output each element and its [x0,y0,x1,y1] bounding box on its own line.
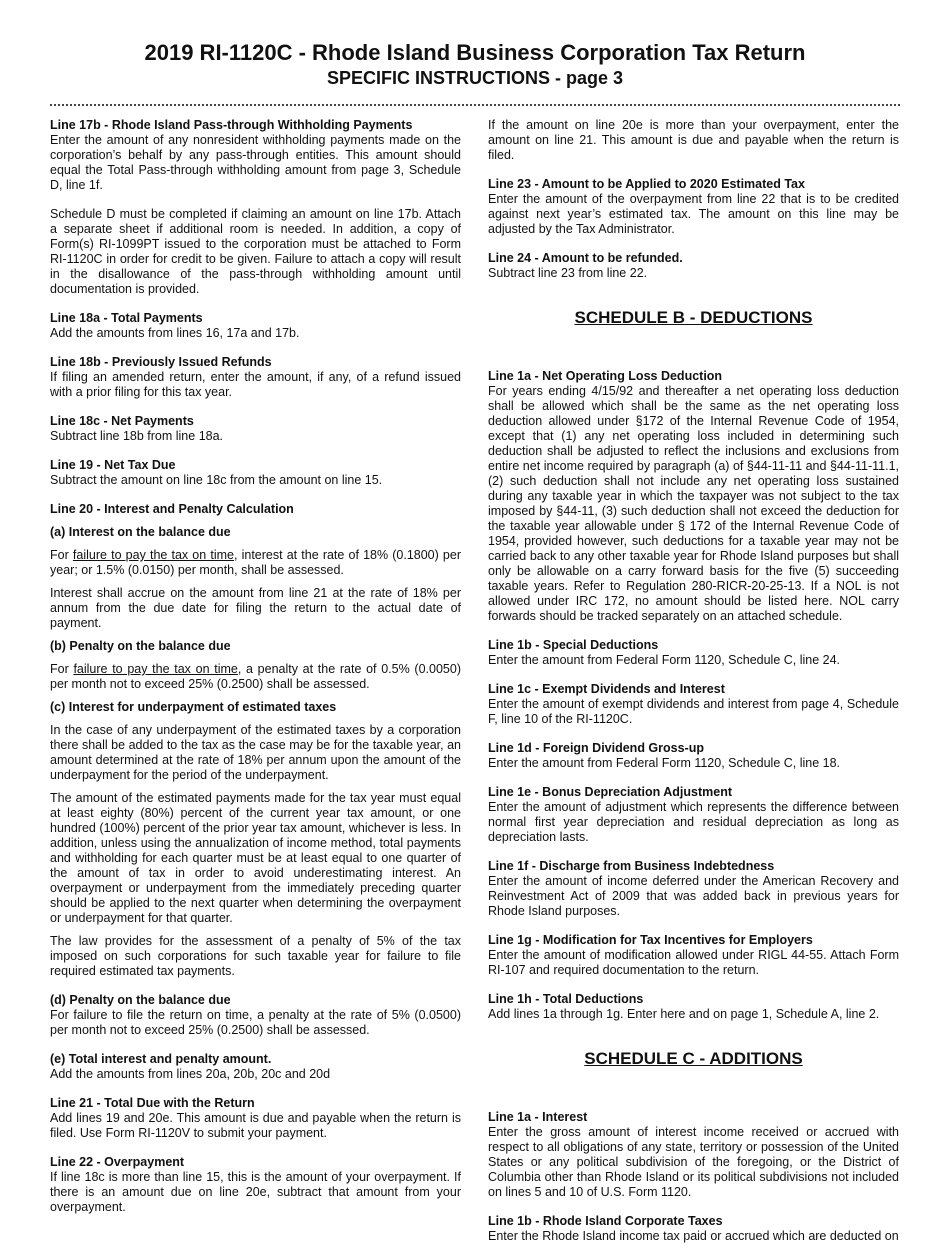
section-heading: Line 22 - Overpayment [50,1155,185,1169]
section-heading: Line 1h - Total Deductions [488,992,644,1006]
subsection-heading: (b) Penalty on the balance due [50,639,231,653]
line-19-section [50,458,461,488]
section-text: Add the amounts from lines 16, 17a and 17b. [50,326,300,340]
line-20c-text-block-2 [50,791,461,926]
line-22-continued [488,118,899,163]
text-run: For [50,548,73,562]
section-text: Add lines 1a through 1g. Enter here and on page 1, Schedule A, line 2. [488,1007,880,1021]
section-text: Subtract the amount on line 18c from the amount on line 15. [50,473,383,487]
section-text: Enter the amount of any nonresident withholding payments made on the corporation’s behalf by any pass-through entities. This amount should equal the Total Pass-through withholding amount from page 3, Schedule D, line 1f. [50,133,461,192]
line-20b-heading-block [50,639,461,654]
section-text: Enter the amount of the overpayment from line 22 that is to be credited against next year’s estimated tax. The amount on this line may be adjusted by the Tax Administrator. [488,192,899,236]
schedule-b-line-1e [488,785,899,845]
page-subtitle: SPECIFIC INSTRUCTIONS - page 3 [326,68,624,88]
section-heading: Line 1a - Interest [488,1110,588,1124]
section-text: Enter the amount of exempt dividends and interest from page 4, Schedule F, line 10 of the RI-1120C. [488,697,899,726]
section-heading: Line 1c - Exempt Dividends and Interest [488,682,725,696]
subsection-heading: (a) Interest on the balance due [50,525,231,539]
section-heading: Line 18c - Net Payments [50,414,194,428]
section-heading: Line 1a - Net Operating Loss Deduction [488,369,723,383]
line-21-section [50,1096,461,1141]
section-heading: Line 23 - Amount to be Applied to 2020 Estimated Tax [488,177,805,191]
section-text: For years ending 4/15/92 and thereafter a net operating loss deduction shall be allowed which shall be the same as the net operating loss deduction allowed under §172 of the Internal Revenue Code of 1954, except that (1) any net operating loss included in determining such deduction shall be adjusted to reflect the inclusions and exclusions from entire net income required by paragraph (a) of §44-11-11 and §44-11-11.1, (2) such deduction shall not include any net operating loss sustained during any taxable year in which the taxpayer was not subject to the tax imposed by §44-11, (3) such deduction shall not exceed the deduction for the taxable year allowable under § 172 of the Internal Revenue Code of 1954, provided however, such deductions for a taxable year may not be carried back to any other taxable year for Rhode Island purposes but shall only be allowable on a carry forward basis for the five (5) succeeding taxable years. Refer to Regulation 280-RICR-20-25-13. If a NOL is not allowed under IRC 172, no amount should be listed here. NOL carry forwards should be tracked separately on an attached schedule. [488,384,899,623]
section-heading: Line 1f - Discharge from Business Indebtedness [488,859,775,873]
section-text: If line 18c is more than line 15, this is the amount of your overpayment. If there is an amount due on line 20e, subtract that amount from your overpayment. [50,1170,461,1214]
section-text: Enter the amount of modification allowed under RIGL 44-55. Attach Form RI-107 and required documentation to the return. [488,948,899,977]
line-17b-section [50,118,461,193]
section-text: The amount of the estimated payments made for the tax year must equal at least eighty (80%) percent of the current year tax amount, or one hundred (100%) percent of the prior year tax amount, whichever is less. In addition, unless using the annualization of income method, total payments and withholding for each quarter must be at least equal to one quarter of the amount of tax in order to avoid underestimating interest. An overpayment or underpayment from the immediately preceding quarter should be applied to the next quarter when determining the overpayment or underpayment for that quarter. [50,791,461,925]
section-text: For failure to file the return on time, a penalty at the rate of 5% (0.0500) per month not to exceed 25% (0.2500) shall be assessed. [50,1008,461,1037]
right-column [488,118,899,1258]
line-20b-text-block [50,662,461,692]
line-20a-accrual-block [50,586,461,631]
section-text [50,548,461,578]
left-column [50,118,461,1229]
subsection-heading: (d) Penalty on the balance due [50,993,231,1007]
line-23-section [488,177,899,237]
section-heading: Line 18b - Previously Issued Refunds [50,355,272,369]
text-run: For [50,662,74,676]
schedule-b-line-1d [488,741,899,771]
section-heading: Line 24 - Amount to be refunded. [488,251,683,265]
underlined-phrase: failure to pay the tax on time [73,662,238,676]
line-20c-heading-block [50,700,461,715]
section-heading: Line 1b - Rhode Island Corporate Taxes [488,1214,723,1228]
schedule-b-title: SCHEDULE B - DEDUCTIONS [574,308,813,327]
line-18b-section [50,355,461,400]
text-run: , a penalty at the rate of 0.5% (0.0050) per month not to exceed 25% (0.2500) shall be assessed. [50,662,461,691]
section-text: The law provides for the assessment of a penalty of 5% of the tax imposed on such corporations for such taxable year for failure to file required estimated tax payments. [50,934,461,978]
line-24-section [488,251,899,281]
page-title: 2019 RI-1120C - Rhode Island Business Corporation Tax Return [144,40,806,65]
header-divider [50,104,900,106]
line-20-section [50,502,461,517]
schedule-c-line-1b [488,1214,899,1244]
line-20e-section [50,1052,461,1082]
section-text: Enter the amount of adjustment which represents the difference between normal first year depreciation and residual depreciation as long as depreciation lasts. [488,800,899,844]
section-text: If the amount on line 20e is more than your overpayment, enter the amount on line 21. This amount is due and payable when the return is filed. [488,118,899,162]
line-20a-text-block [50,548,461,578]
section-heading: Line 18a - Total Payments [50,311,203,325]
line-20c-text-block-3 [50,934,461,979]
section-heading: Line 1b - Special Deductions [488,638,659,652]
section-heading: Line 1g - Modification for Tax Incentives for Employers [488,933,813,947]
schedule-b-line-1f [488,859,899,919]
schedule-b-line-1c [488,682,899,727]
schedule-b-line-1h [488,992,899,1022]
text-run: , interest at the rate of 18% (0.1800) per year; or 1.5% (0.0150) per month, shall be assessed. [50,548,461,577]
underlined-phrase: failure to pay the tax on time [72,548,234,562]
section-text [50,662,461,692]
section-heading: Line 1d - Foreign Dividend Gross-up [488,741,704,755]
schedule-c-line-1a [488,1110,899,1200]
section-text: Enter the Rhode Island income tax paid or accrued which are deducted on [488,1229,899,1243]
line-22-section [50,1155,461,1215]
section-text: Enter the amount from Federal Form 1120, Schedule C, line 24. [488,653,841,667]
section-text: Subtract line 23 from line 22. [488,266,648,280]
section-text: Add lines 19 and 20e. This amount is due and payable when the return is filed. Use Form RI-1120V to submit your payment. [50,1111,461,1140]
section-text: In the case of any underpayment of the estimated taxes by a corporation there shall be added to the tax as the case may be for the taxable year, an amount determined at the rate of 18% per annum upon the amount of the underpayment for the period of the underpayment. [50,723,461,782]
section-text: Schedule D must be completed if claiming an amount on line 17b. Attach a separate sheet if additional room is needed. In addition, a copy of Form(s) RI-1099PT issued to the corporation must be attached to Form RI-1120C in order for credit to be given. Failure to attach a copy will result in the disallowance of the pass-through withholding amount until documentation is provided. [50,207,461,296]
section-text: If filing an amended return, enter the amount, if any, of a refund issued with a prior filing for this tax year. [50,370,461,399]
section-heading: Line 21 - Total Due with the Return [50,1096,255,1110]
line-18a-section [50,311,461,341]
line-18c-section [50,414,461,444]
section-text: Enter the amount of income deferred under the American Recovery and Reinvestment Act of 2009 that was added back in previous years for Rhode Island purposes. [488,874,899,918]
page-header [0,0,950,90]
line-20c-text-block-1 [50,723,461,783]
section-text: Enter the gross amount of interest income received or accrued with respect to all obligations of any state, territory or possession of the United States or any political subdivision of the foregoing, or the District of Columbia other than Rhode Island or its political subdivisions not included on lines 5 and 10 of U.S. Form 1120. [488,1125,899,1199]
subsection-heading: (e) Total interest and penalty amount. [50,1052,272,1066]
line-20d-section [50,993,461,1038]
section-heading: Line 20 - Interest and Penalty Calculation [50,502,294,516]
section-heading: Line 1e - Bonus Depreciation Adjustment [488,785,733,799]
section-text: Subtract line 18b from line 18a. [50,429,224,443]
section-heading: Line 19 - Net Tax Due [50,458,176,472]
subsection-heading: (c) Interest for underpayment of estimated taxes [50,700,337,714]
section-heading: Line 17b - Rhode Island Pass-through Withholding Payments [50,118,413,132]
section-text: Interest shall accrue on the amount from line 21 at the rate of 18% per annum from the due date for filing the return to the actual date of payment. [50,586,461,630]
schedule-b-line-1b [488,638,899,668]
schedule-b-line-1a [488,369,899,624]
section-text: Add the amounts from lines 20a, 20b, 20c and 20d [50,1067,331,1081]
section-text: Enter the amount from Federal Form 1120, Schedule C, line 18. [488,756,841,770]
schedule-c-title: SCHEDULE C - ADDITIONS [584,1049,803,1068]
line-17b-schedule-d-note [50,207,461,297]
schedule-b-line-1g [488,933,899,978]
line-20a-heading-block [50,525,461,540]
